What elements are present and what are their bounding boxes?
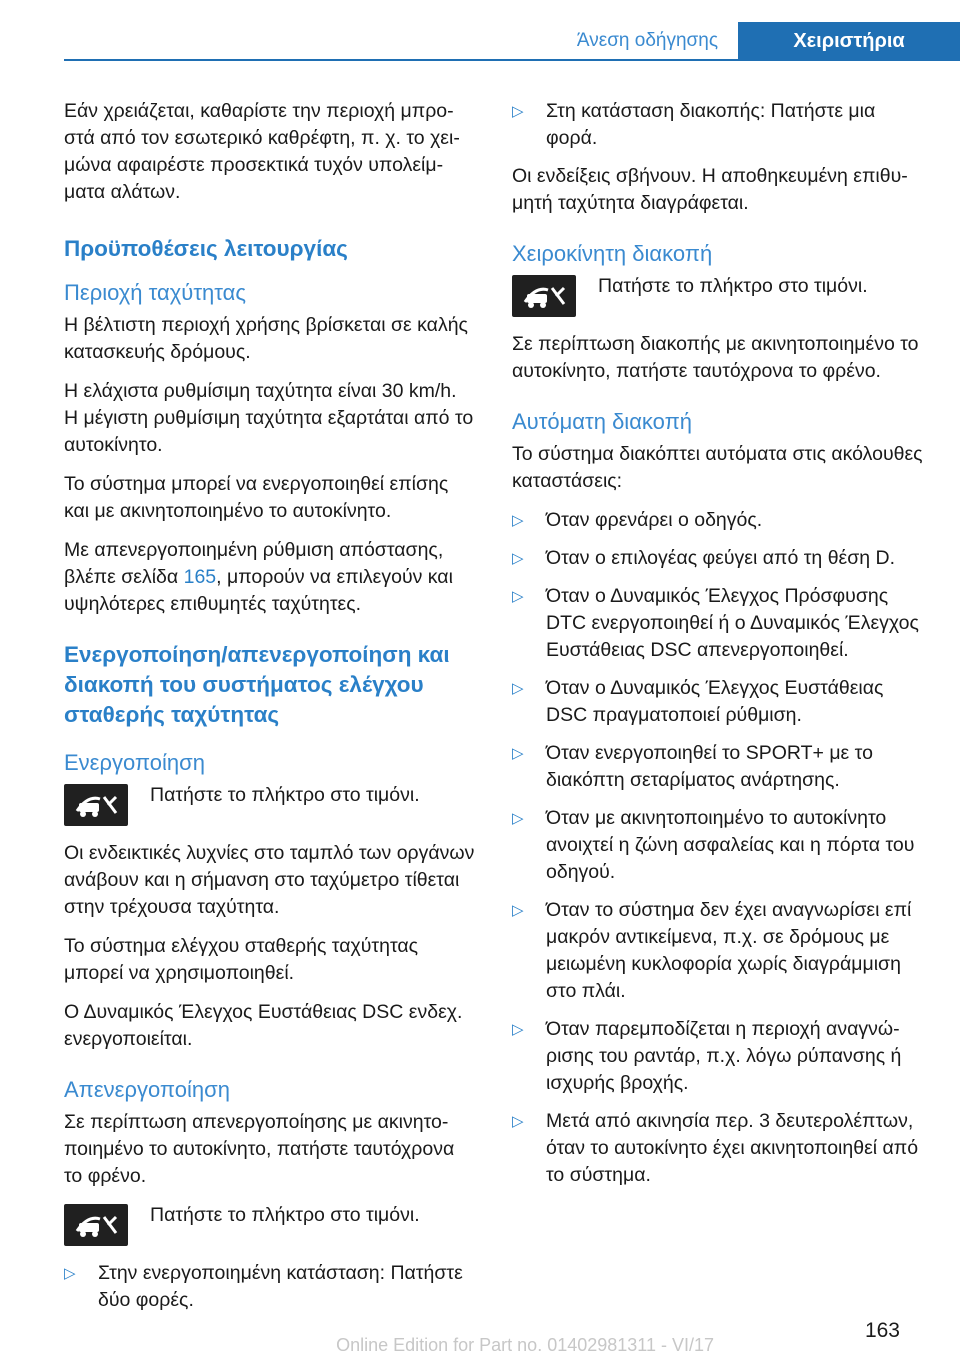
- paragraph: Το σύστημα μπορεί να ενεργοποιηθεί επίσης και με ακινητοποιημένο το αυτοκίνητο.: [64, 473, 449, 522]
- list-item: [512, 545, 924, 572]
- instruction-text: Πατήστε το πλήκτρο στο τιμόνι.: [150, 1204, 420, 1226]
- bullet-list: [64, 1260, 476, 1314]
- triangle-bullet-icon: ▷: [512, 745, 524, 762]
- right-column: [512, 98, 924, 1200]
- list-item: [512, 1016, 924, 1097]
- paragraph: Οι ενδεικτικές λυχνίες στο ταμπλό των οργάνων ανάβουν και η σήμανση στο ταχύμετρο τίθεται στην τρέχουσα ταχύτητα.: [64, 842, 475, 918]
- paragraph: Σε περίπτωση διακοπής με ακινητοποιημένο το αυτοκίνητο, πατήστε ταυτόχρονα το φρένο.: [512, 333, 919, 382]
- list-item: [512, 740, 924, 794]
- list-item-text: Όταν φρενάρει ο οδηγός.: [546, 509, 763, 531]
- triangle-bullet-icon: ▷: [512, 1021, 524, 1038]
- paragraph-with-link: [64, 537, 476, 618]
- page-footer: [0, 1319, 960, 1359]
- paragraph-text: , μπορούν να επιλεγούν και υψηλότερες επιθυμητές ταχύτητες.: [64, 566, 453, 615]
- list-item: [512, 1108, 924, 1189]
- list-item-text: Όταν το σύστημα δεν έχει αναγνωρίσει επί μακρόν αντικείμενα, π.χ. σε δρόμους με μειωμένη κυκλοφορία χωρίς διαγράμμιση στο πλάι.: [546, 899, 912, 1002]
- intro-paragraph: Εάν χρειάζεται, καθαρίστε την περιοχή μπροστά από τον εσωτερικό καθρέφτη, π. χ. το χειμώνα αφαιρέστε προσεκτικά τυχόν υπολείμματα αλάτων.: [64, 100, 460, 203]
- list-item: [512, 507, 924, 534]
- cruise-control-button-icon: [512, 275, 576, 317]
- heading-speed-range: Περιοχή ταχύτητας: [64, 280, 246, 305]
- triangle-bullet-icon: ▷: [512, 550, 524, 567]
- list-item-text: Όταν ο Δυναμικός Έλεγχος Ευστάθειας DSC πραγματοποιεί ρύθμιση.: [546, 677, 884, 726]
- list-item: [512, 805, 924, 886]
- edition-note: Online Edition for Part no. 01402981311 - VI/17: [336, 1335, 714, 1355]
- cruise-control-button-icon: [64, 784, 128, 826]
- heading-deactivation: Απενεργοποίηση: [64, 1077, 230, 1102]
- breadcrumb[interactable]: Άνεση οδήγησης: [576, 30, 718, 51]
- cruise-control-button-icon: [64, 1204, 128, 1246]
- triangle-bullet-icon: ▷: [512, 810, 524, 827]
- triangle-bullet-icon: ▷: [512, 680, 524, 697]
- list-item-text: Στην ενεργοποιημένη κατάσταση: Πατήστε δύο φορές.: [98, 1262, 463, 1311]
- list-item-text: Όταν παρεμποδίζεται η περιοχή αναγνώρισης του ραντάρ, π.χ. λόγω ρύπανσης ή ισχυρής βροχής.: [546, 1018, 902, 1094]
- list-item-text: Όταν ο Δυναμικός Έλεγχος Πρόσφυσης DTC ενεργοποιηθεί ή ο Δυναμικός Έλεγχος Ευστάθειας DSC απενεργοποιηθεί.: [546, 585, 919, 661]
- paragraph: Σε περίπτωση απενεργοποίησης με ακινητοποιημένο το αυτοκίνητο, πατήστε ταυτόχρονα το φρένο.: [64, 1111, 455, 1187]
- list-item-text: Όταν ενεργοποιηθεί το SPORT+ με το διακόπτη σεταρίματος ανάρτησης.: [546, 742, 873, 791]
- list-item-text: Μετά από ακινησία περ. 3 δευτερολέπτων, όταν το αυτοκίνητο έχει ακινητοποιηθεί από το σύστημα.: [546, 1110, 919, 1186]
- button-instruction: [64, 1202, 476, 1246]
- paragraph: Η ελάχιστα ρυθμίσιμη ταχύτητα είναι 30 km/h. Η μέγιστη ρυθμίσιμη ταχύτητα εξαρτάται από το αυτοκίνητο.: [64, 380, 474, 456]
- triangle-bullet-icon: ▷: [512, 902, 524, 919]
- triangle-bullet-icon: ▷: [64, 1265, 76, 1282]
- heading-activation: Ενεργοποίηση: [64, 750, 205, 775]
- triangle-bullet-icon: ▷: [512, 588, 524, 605]
- heading-automatic-interruption: Αυτόματη διακοπή: [512, 409, 692, 434]
- instruction-text: Πατήστε το πλήκτρο στο τιμόνι.: [150, 784, 420, 806]
- paragraph-text: Με απενεργοποιημένη ρύθμιση απόστασης, βλέπε σελίδα: [64, 539, 444, 588]
- list-item: [64, 1260, 476, 1314]
- paragraph: Η βέλτιστη περιοχή χρήσης βρίσκεται σε καλής κατασκευής δρόμους.: [64, 314, 468, 363]
- instruction-text: Πατήστε το πλήκτρο στο τιμόνι.: [598, 275, 868, 297]
- triangle-bullet-icon: ▷: [512, 1113, 524, 1130]
- paragraph: Οι ενδείξεις σβήνουν. Η αποθηκευμένη επιθυμητή ταχύτητα διαγράφεται.: [512, 165, 908, 214]
- page-link[interactable]: 165: [183, 566, 217, 588]
- list-item-text: Στη κατάσταση διακοπής: Πατήστε μια φορά.: [546, 100, 876, 149]
- bullet-list: [512, 98, 924, 152]
- header-rule: [64, 59, 960, 61]
- left-column: [64, 98, 476, 1325]
- paragraph: Ο Δυναμικός Έλεγχος Ευστάθειας DSC ενδεχ. ενεργοποιείται.: [64, 1001, 463, 1050]
- heading-prerequisites: Προϋποθέσεις λειτουργίας: [64, 236, 348, 261]
- button-instruction: [512, 273, 924, 317]
- list-item-text: Όταν ο επιλογέας φεύγει από τη θέση D.: [546, 547, 896, 569]
- bullet-list: [512, 507, 924, 1189]
- button-instruction: [64, 782, 476, 826]
- list-item: [512, 675, 924, 729]
- heading-manual-interruption: Χειροκίνητη διακοπή: [512, 241, 713, 266]
- paragraph: Το σύστημα διακόπτει αυτόματα στις ακόλουθες καταστάσεις:: [512, 443, 923, 492]
- triangle-bullet-icon: ▷: [512, 512, 524, 529]
- list-item: [512, 897, 924, 1005]
- paragraph: Το σύστημα ελέγχου σταθερής ταχύτητας μπορεί να χρησιμοποιηθεί.: [64, 935, 419, 984]
- list-item: [512, 583, 924, 664]
- section-tab[interactable]: Χειριστήρια: [738, 22, 960, 60]
- page-header: [0, 0, 960, 62]
- heading-on-off: Ενεργοποίηση/απενεργοποίηση και διακοπή του συστήματος ελέγχου σταθερής ταχύτητας: [64, 642, 450, 727]
- page-number: 163: [864, 1319, 900, 1342]
- list-item-text: Όταν με ακινητοποιημένο το αυτοκίνητο ανοιχτεί η ζώνη ασφαλείας και η πόρτα του οδηγού.: [546, 807, 915, 883]
- triangle-bullet-icon: ▷: [512, 103, 524, 120]
- list-item: [512, 98, 924, 152]
